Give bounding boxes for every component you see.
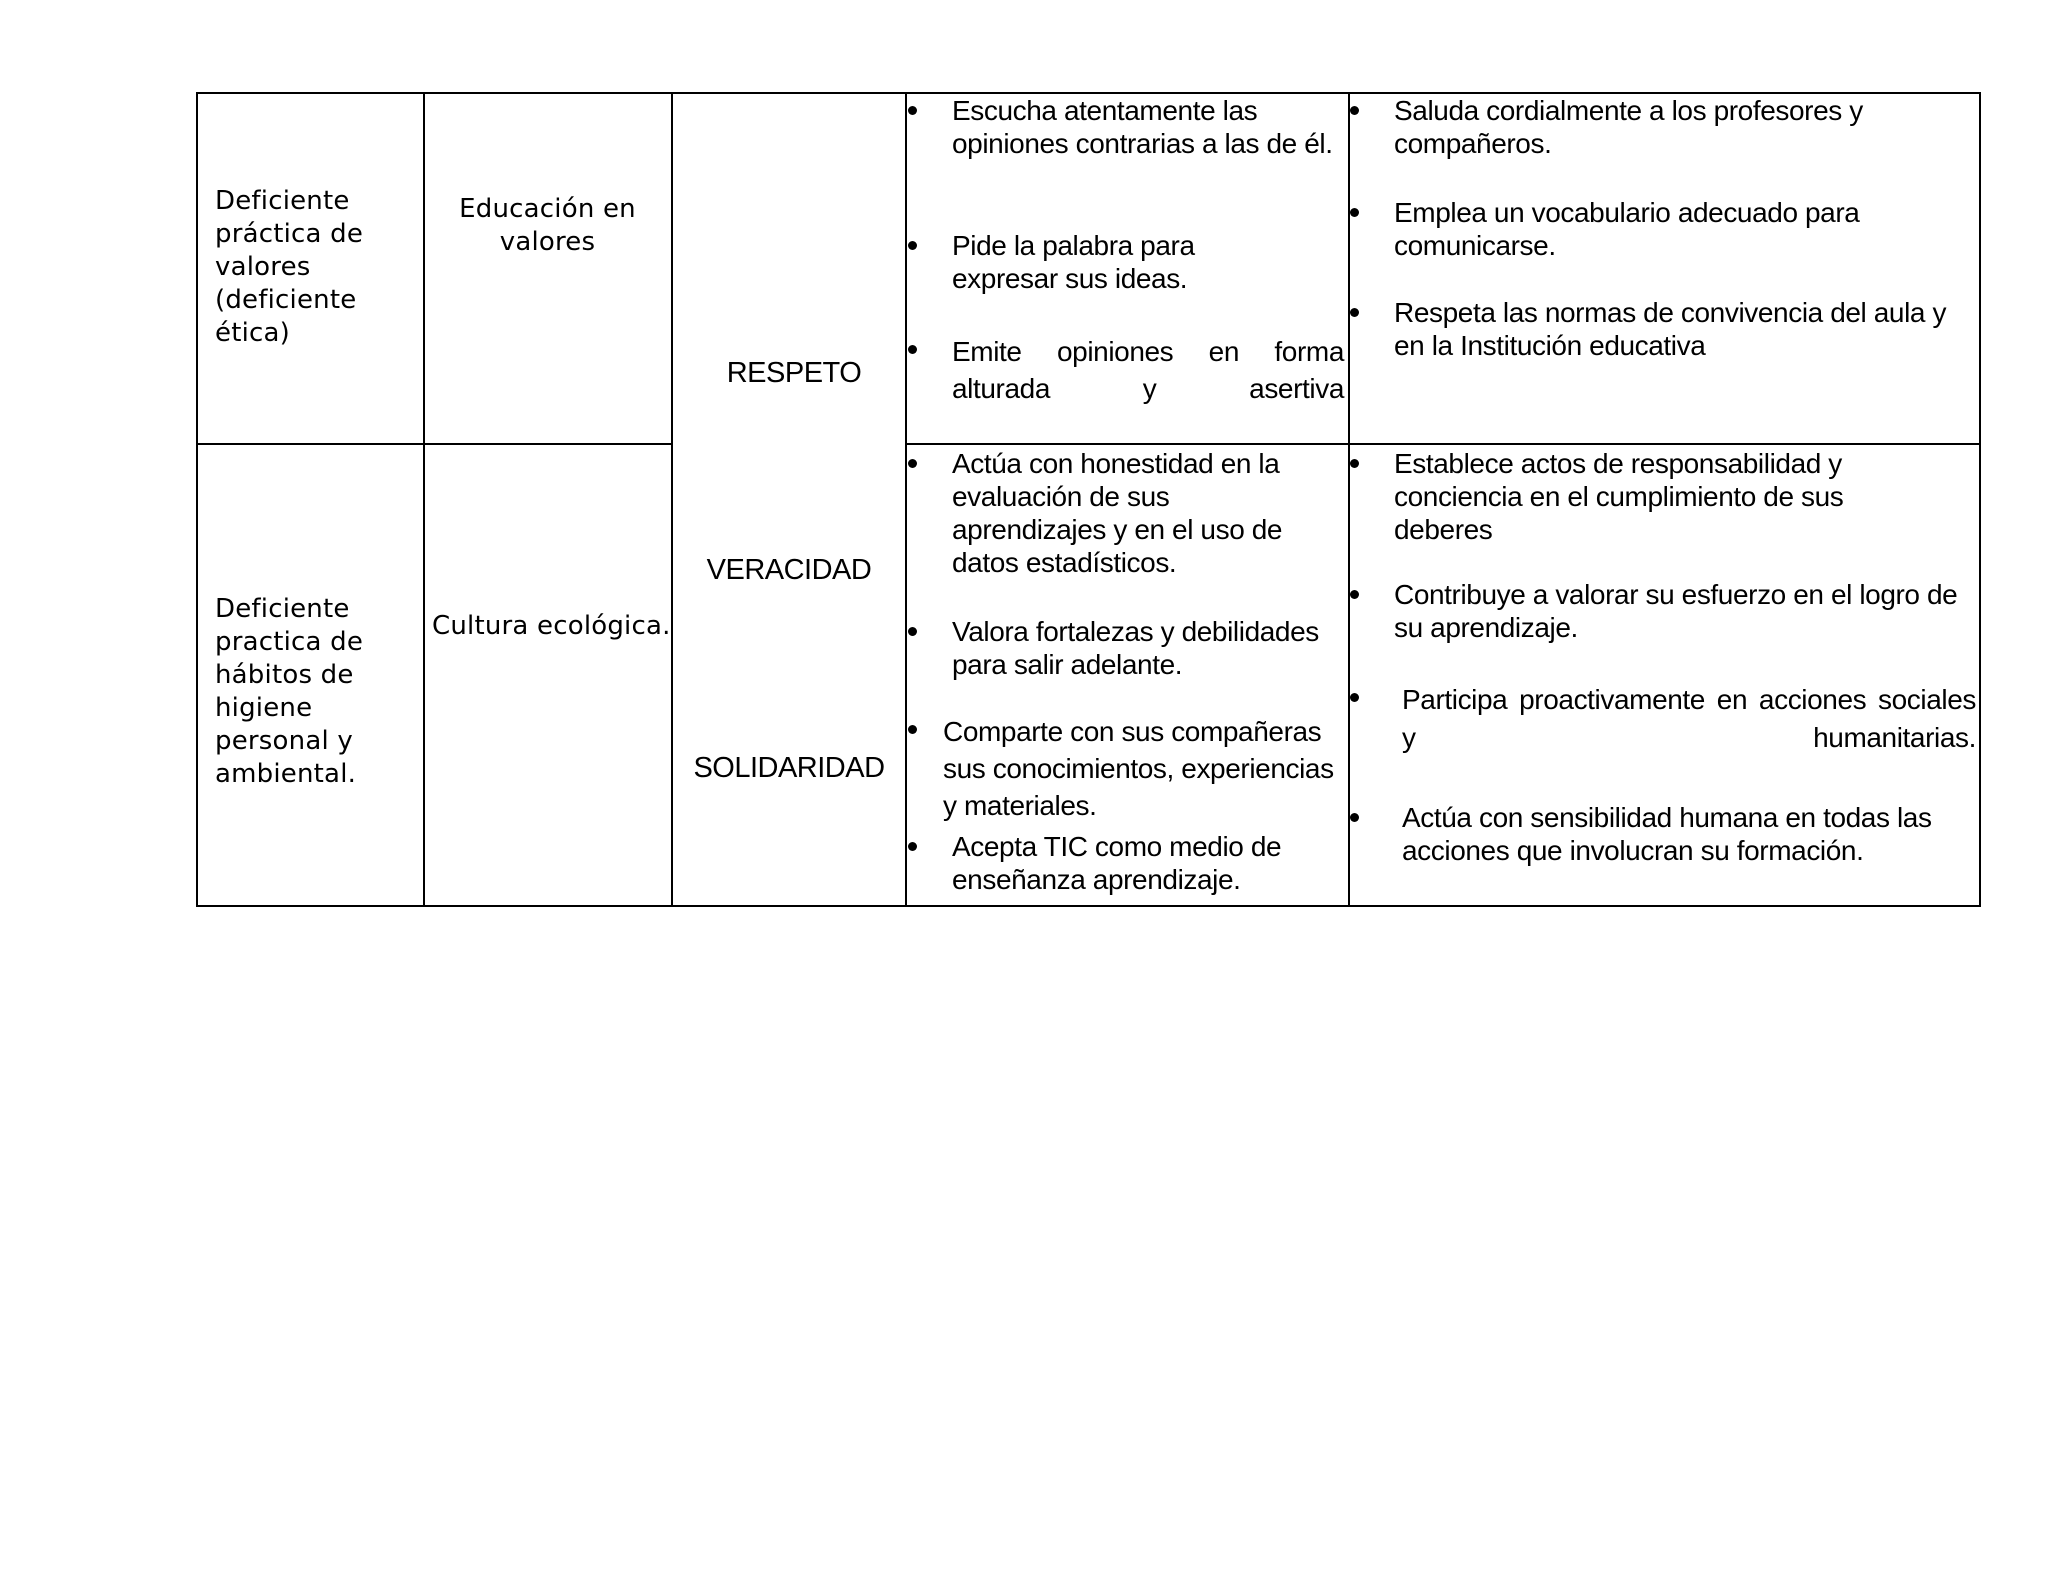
list-item: Establece actos de responsabilidad y conciencia en el cumplimiento de sus deberes <box>1394 447 1934 546</box>
list-item: Escucha atentamente las opiniones contrarias a las de él. <box>952 94 1337 160</box>
bullet-icon <box>1350 308 1359 317</box>
bullet-icon <box>1350 590 1359 599</box>
list-item: Contribuye a valorar su esfuerzo en el logro de su aprendizaje. <box>1394 578 1969 644</box>
cell-axis-row1 <box>423 92 673 445</box>
value-veracidad: VERACIDAD <box>706 554 872 586</box>
list-item: Emplea un vocabulario adecuado para comunicarse. <box>1394 196 1904 262</box>
bullet-icon <box>1350 208 1359 217</box>
axis-text-row2: Cultura ecológica. <box>432 611 671 641</box>
bullet-icon <box>908 106 917 115</box>
value-solidaridad: SOLIDARIDAD <box>693 752 885 784</box>
list-item: Respeta las normas de convivencia del aula y en la Institución educativa <box>1394 296 1969 362</box>
axis-text-row1: Educación en valores <box>459 194 636 257</box>
bullet-icon <box>908 241 917 250</box>
bullet-icon <box>908 627 917 636</box>
bullet-icon <box>1350 813 1359 822</box>
bullet-icon <box>908 842 917 851</box>
cell-axis-row2 <box>423 443 673 907</box>
list-item: Pide la palabra para expresar sus ideas. <box>952 229 1252 295</box>
problem-text-row1: Deficiente práctica de valores (deficiente ética) <box>215 186 364 348</box>
bullet-icon <box>1350 459 1359 468</box>
list-item: Actúa con sensibilidad humana en todas las acciones que involucran su formación. <box>1402 801 1972 867</box>
bullet-icon <box>908 725 917 734</box>
bullet-icon <box>1350 106 1359 115</box>
problem-text-row2: Deficiente practica de hábitos de higiene personal y ambiental. <box>215 594 364 789</box>
value-respeto: RESPETO <box>726 357 862 389</box>
list-item: Comparte con sus compañeras sus conocimientos, experiencias y materiales. <box>943 713 1347 824</box>
list-item: Participa proactivamente en acciones sociales y humanitarias. <box>1402 681 1976 757</box>
list-item: Saluda cordialmente a los profesores y compañeros. <box>1394 94 1934 160</box>
list-item: Emite opiniones en forma alturada y asertiva <box>952 333 1344 407</box>
list-item: Acepta TIC como medio de enseñanza aprendizaje. <box>952 830 1322 896</box>
bullet-icon <box>908 345 917 354</box>
bullet-icon <box>908 459 917 468</box>
bullet-icon <box>1350 693 1359 702</box>
list-item: Valora fortalezas y debilidades para salir adelante. <box>952 615 1347 681</box>
list-item: Actúa con honestidad en la evaluación de sus aprendizajes y en el uso de datos estadísticos. <box>952 447 1324 579</box>
